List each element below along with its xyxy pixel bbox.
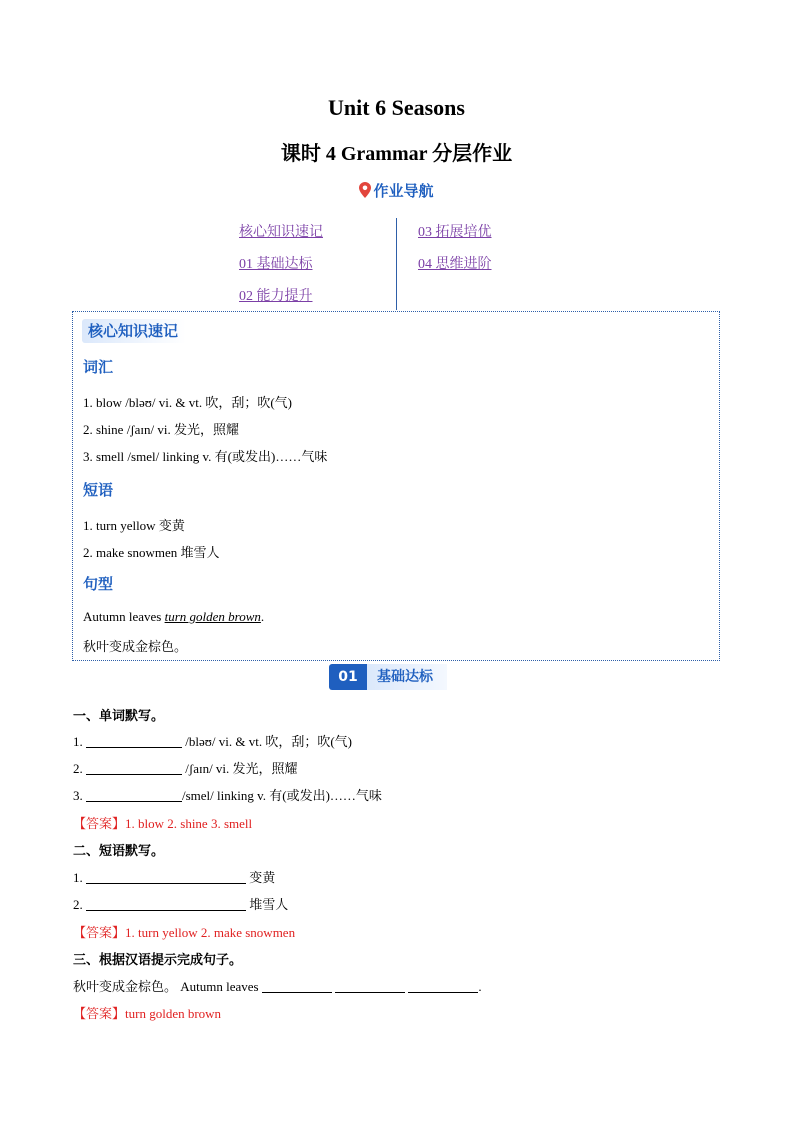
q3-answer-text: turn golden brown (125, 1006, 222, 1021)
phrase-heading: 短语 (83, 481, 114, 499)
phrase-item-2: 2. make snowmen 堆雪人 (83, 545, 220, 560)
q2-item-2 (73, 894, 288, 913)
q1-item-2 (73, 758, 298, 777)
q1-item-1 (73, 731, 352, 750)
q3-prompt-cn: 秋叶变成金棕色。 (73, 979, 178, 994)
sentence-prefix: Autumn leaves (83, 609, 165, 624)
q3-answer (73, 1003, 221, 1022)
q2-heading: 二、短语默写。 (73, 844, 165, 859)
q1-item-3 (73, 785, 382, 804)
q2-answer-tag: 【答案】 (73, 925, 126, 940)
q1-heading: 一、单词默写。 (73, 709, 165, 724)
nav-link-02[interactable]: 02 能力提升 (239, 289, 313, 304)
phrase-item-1: 1. turn yellow 变黄 (83, 518, 185, 533)
q1-answer-text: 1. blow 2. shine 3. smell (125, 816, 253, 831)
q2-item-1 (73, 867, 275, 886)
q2-item-2-text: 堆雪人 (249, 897, 289, 912)
q2-answer (73, 922, 295, 941)
q2-answer-text: 1. turn yellow 2. make snowmen (125, 925, 296, 940)
q2-item-2-blank[interactable] (86, 898, 246, 911)
vocab-item-2: 2. shine /ʃaɪn/ vi. 发光，照耀 (83, 422, 239, 437)
q2-item-1-no: 1. (73, 870, 83, 885)
q1-item-3-no: 3. (73, 788, 83, 803)
vocab-heading: 词汇 (83, 358, 114, 376)
sentence-heading: 句型 (83, 575, 114, 593)
q1-item-3-text: /smel/ linking v. 有(或发出)……气味 (182, 788, 382, 803)
nav-link-04[interactable]: 04 思维进阶 (418, 257, 492, 272)
q3-answer-tag: 【答案】 (73, 1006, 126, 1021)
nav-divider (396, 218, 397, 310)
q3-blank-3[interactable] (408, 980, 478, 993)
q1-item-2-text: /ʃaɪn/ vi. 发光，照耀 (185, 761, 298, 776)
q3-blank-1[interactable] (262, 980, 332, 993)
q3-end: . (478, 979, 482, 994)
section-01-label: 基础达标 (367, 664, 447, 690)
q1-item-1-blank[interactable] (86, 735, 182, 748)
q3-blank-2[interactable] (335, 980, 405, 993)
q1-answer-tag: 【答案】 (73, 816, 126, 831)
q1-answer (73, 813, 252, 832)
sentence-suffix: . (260, 609, 265, 624)
nav-link-core[interactable]: 核心知识速记 (239, 225, 323, 240)
q3-heading: 三、根据汉语提示完成句子。 (73, 953, 243, 968)
q1-item-1-text: /bləʊ/ vi. & vt. 吹，刮；吹(气) (185, 734, 352, 749)
doc-subtitle: 课时 4 Grammar 分层作业 (280, 143, 513, 165)
nav-heading-label: 作业导航 (373, 182, 434, 200)
nav-link-03[interactable]: 03 拓展培优 (418, 225, 492, 240)
q1-item-3-blank[interactable] (86, 789, 182, 802)
q1-item-2-no: 2. (73, 761, 83, 776)
doc-title: Unit 6 Seasons (328, 95, 465, 120)
sentence-example (83, 609, 264, 625)
nav-heading (0, 180, 793, 201)
nav-link-01[interactable]: 01 基础达标 (239, 257, 313, 272)
sentence-translation: 秋叶变成金棕色。 (83, 639, 188, 654)
location-pin-icon (359, 182, 371, 198)
sentence-emphasis: turn golden brown (164, 609, 261, 624)
knowledge-box-title: 核心知识速记 (82, 319, 186, 343)
q1-item-1-no: 1. (73, 734, 83, 749)
vocab-item-1: 1. blow /bləʊ/ vi. & vt. 吹，刮；吹(气) (83, 395, 292, 410)
section-01-number: 01 (329, 664, 367, 690)
q2-item-1-text: 变黄 (249, 870, 276, 885)
q3-prompt (73, 976, 482, 995)
q1-item-2-blank[interactable] (86, 762, 182, 775)
q2-item-1-blank[interactable] (86, 871, 246, 884)
q2-item-2-no: 2. (73, 897, 83, 912)
vocab-item-3: 3. smell /smel/ linking v. 有(或发出)……气味 (83, 449, 328, 464)
section-01-badge (329, 664, 447, 690)
q3-prompt-en: Autumn leaves (180, 979, 259, 994)
